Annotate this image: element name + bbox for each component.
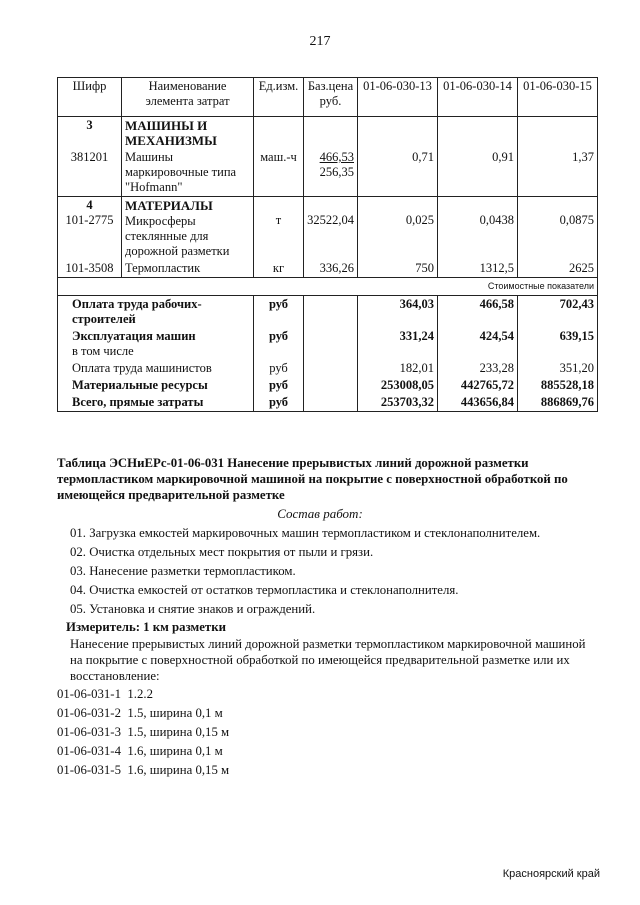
cost-row-machines: Эксплуатация машин в том числе руб 331,24 424,54 639,15: [58, 328, 598, 360]
work-item: 03. Нанесение разметки термопластиком.: [70, 564, 296, 578]
table-row: 101-3508 Термопластик кг 336,26 750 1312,5 2625: [58, 260, 598, 278]
cost-row-materials: Материальные ресурсы руб 253008,05 442765,72 885528,18: [58, 377, 598, 394]
header-col-15: 01-06-030-15: [518, 78, 598, 117]
table-row: 381201 Машины маркировочные типа "Hofmann" маш.-ч 466,53 256,35 0,71 0,91 1,37: [58, 149, 598, 197]
work-item: 05. Установка и снятие знаков и ограждений.: [70, 602, 316, 616]
measure-unit: Измеритель: 1 км разметки: [66, 620, 226, 634]
code-item: 01-06-031-3 1.5, ширина 0,15 м: [57, 725, 230, 739]
table-title: Таблица ЭСНиЕРс-01-06-031 Нанесение прерывистых линий дорожной разметки термопластиком маркировочной машиной на покрытие с поверхностной обработкой по имеющейся предварительной разметке: [57, 456, 568, 502]
cost-caption-row: Стоимостные показатели: [58, 278, 598, 296]
section-row: 3 МАШИНЫ И МЕХАНИЗМЫ: [58, 117, 598, 150]
header-name: Наименование элемента затрат: [122, 78, 254, 117]
table-header-row: [58, 78, 598, 117]
description-line: на покрытие с поверхностной обработкой по имеющейся предварительной разметке или их: [70, 653, 570, 667]
code-item: 01-06-031-1 1.2.2: [57, 687, 153, 701]
section-row: 4 101-2775 МАТЕРИАЛЫ Микросферы стеклянные для дорожной разметки т 32522,04 0,025 0,0438 0,0875: [58, 197, 598, 261]
header-code: Шифр: [58, 78, 122, 117]
page-number: 217: [309, 34, 331, 49]
description-line: Нанесение прерывистых линий дорожной разметки термопластиком маркировочной машиной: [70, 637, 586, 651]
cost-row-total: Всего, прямые затраты руб 253703,32 443656,84 886869,76: [58, 394, 598, 412]
footer-region: Красноярский край: [502, 868, 600, 880]
code-item: 01-06-031-4 1.6, ширина 0,1 м: [57, 744, 223, 758]
code-item: 01-06-031-2 1.5, ширина 0,1 м: [57, 706, 223, 720]
header-unit: Ед.изм.: [254, 78, 304, 117]
norms-table: [57, 77, 598, 412]
header-col-14: 01-06-030-14: [438, 78, 518, 117]
work-item: 04. Очистка емкостей от остатков термопластика и стеклонаполнителя.: [70, 583, 459, 597]
work-item: 01. Загрузка емкостей маркировочных машин термопластиком и стеклонаполнителем.: [70, 526, 541, 540]
works-heading: Состав работ:: [277, 506, 363, 521]
header-col-13: 01-06-030-13: [358, 78, 438, 117]
cost-row-labor: Оплата труда рабочих- строителей руб 364,03 466,58 702,43: [58, 296, 598, 329]
cost-row-operators: Оплата труда машинистов руб 182,01 233,28 351,20: [58, 360, 598, 377]
description-line: восстановление:: [70, 669, 160, 683]
code-item: 01-06-031-5 1.6, ширина 0,15 м: [57, 763, 230, 777]
work-item: 02. Очистка отдельных мест покрытия от пыли и грязи.: [70, 545, 374, 559]
header-base-price: Баз.цена руб.: [304, 78, 358, 117]
